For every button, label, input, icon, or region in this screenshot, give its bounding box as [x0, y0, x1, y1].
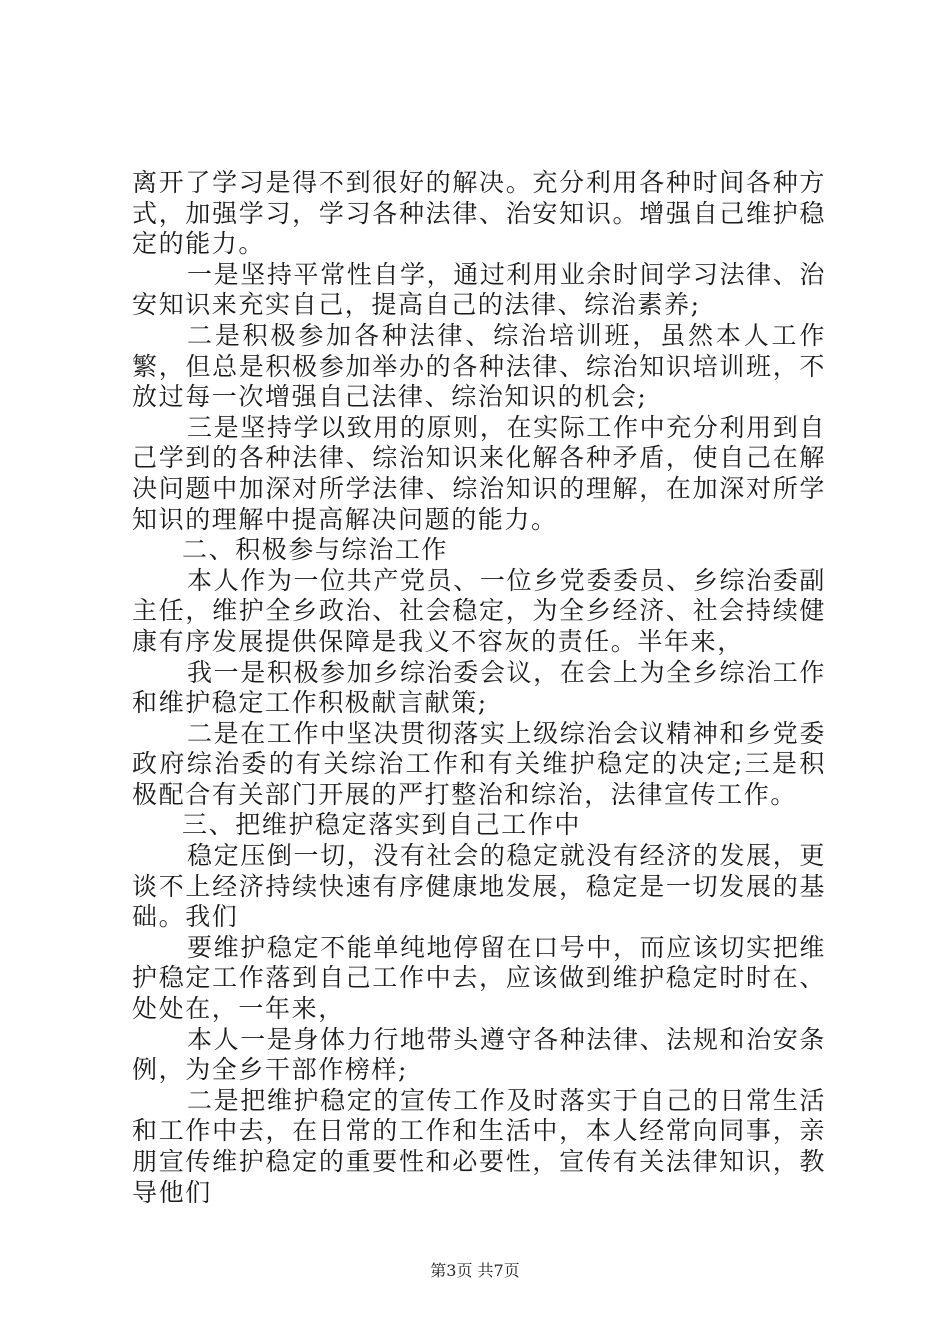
- paragraph: 我一是积极参加乡综治委会议，在会上为全乡综治工作和维护稳定工作积极献言献策;: [132, 657, 826, 718]
- paragraph: 稳定压倒一切，没有社会的稳定就没有经济的发展，更谈不上经济持续快速有序健康地发展，稳定是一切发展的基础。我们: [132, 841, 826, 932]
- paragraph: 本人作为一位共产党员、一位乡党委委员、乡综治委副主任，维护全乡政治、社会稳定，为全乡经济、社会持续健康有序发展提供保障是我义不容灰的责任。半年来，: [132, 565, 826, 656]
- paragraph: 一是坚持平常性自学，通过利用业余时间学习法律、治安知识来充实自己，提高自己的法律、综治素养;: [132, 259, 826, 320]
- page-number-footer: 第3页 共7页: [430, 1261, 520, 1280]
- paragraph: 二是把维护稳定的宣传工作及时落实于自己的日常生活和工作中去，在日常的工作和生活中，本人经常向同事，亲朋宣传维护稳定的重要性和必要性，宣传有关法律知识，教导他们: [132, 1085, 826, 1207]
- section-heading: 二、积极参与综治工作: [182, 535, 449, 565]
- section-heading: 三、把维护稳定落实到自己工作中: [182, 810, 582, 840]
- paragraph: 三是坚持学以致用的原则，在实际工作中充分利用到自己学到的各种法律、综治知识来化解各种矛盾，使自己在解决问题中加深对所学法律、综治知识的理解，在加深对所学知识的理解中提高解决问题的能力。: [132, 412, 826, 534]
- paragraph: 要维护稳定不能单纯地停留在口号中，而应该切实把维护稳定工作落到自己工作中去，应该做到维护稳定时时在、处处在，一年来，: [132, 932, 826, 1024]
- paragraph: 二是在工作中坚决贯彻落实上级综治会议精神和乡党委政府综治委的有关综治工作和有关维护稳定的决定;三是积极配合有关部门开展的严打整治和综治，法律宣传工作。: [132, 718, 826, 809]
- paragraph: 离开了学习是得不到很好的解决。充分利用各种时间各种方式，加强学习，学习各种法律、治安知识。增强自己维护稳定的能力。: [132, 168, 826, 259]
- paragraph: 二是积极参加各种法律、综治培训班，虽然本人工作繁，但总是积极参加举办的各种法律、综治知识培训班，不放过每一次增强自己法律、综治知识的机会;: [132, 320, 826, 412]
- document-body: [132, 168, 826, 1208]
- paragraph: 本人一是身体力行地带头遵守各种法律、法规和治安条例，为全乡干部作榜样;: [132, 1024, 826, 1085]
